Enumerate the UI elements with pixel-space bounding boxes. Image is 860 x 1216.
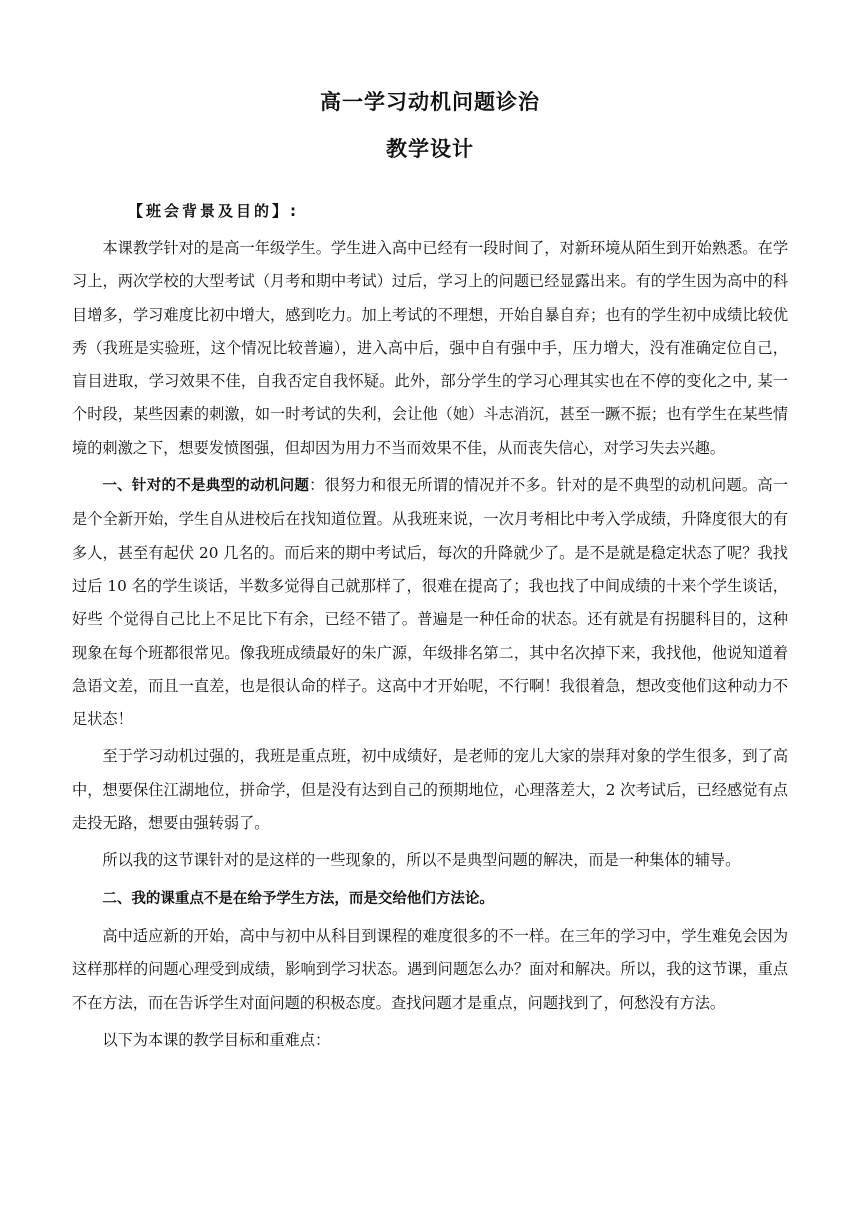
document-title: 高一学习动机问题诊治	[320, 90, 540, 114]
document-subtitle: 教学设计	[386, 137, 474, 161]
section-label-background: 【班会背景及目的】:	[128, 202, 299, 220]
paragraph-heading: 二、我的课重点不是在给予学生方法，而是交给他们方法论。	[102, 890, 494, 907]
paragraph-text: 高中适应新的开始，高中与初中从科目到课程的难度很多的不一样。在三年的学习中，学生难免会因为这样那样的问题心理受到成绩，影响到学习状态。遇到问题怎么办？面对和解决。所以，我的这节课，重点不在方法，而在告诉学生对面问题的积极态度。查找问题才是重点，问题找到了，何愁没有方法。	[72, 926, 788, 1012]
paragraph-text: 以下为本课的教学目标和重难点：	[102, 1030, 331, 1049]
paragraph-text: 本课教学针对的是高一年级学生。学生进入高中已经有一段时间了，对新环境从陌生到开始熟悉。在学习上，两次学校的大型考试（月考和期中考试）过后，学习上的问题已经显露出来。有的学生因为高中的科目增多，学习难度比初中增大，感到吃力。加上考试的不理想，开始自暴自弃；也有的学生初中成绩比较优秀（我班是实验班，这个情况比较普遍），进入高中后，强中自有强中手，压力增大，没有准确定位自己，盲目进取，学习效果不佳，自我否定自我怀疑。此外，部分学生的学习心理其实也在不停的变化之中, 某一个时段，某些因素的刺激，如一时考试的失利，会让他（她）斗志消沉，甚至一蹶不振；也有学生在某些情境的刺激之下，想要发愤图强，但却因为用力不当而效果不佳，从而丧失信心，对学习失去兴趣。	[72, 239, 788, 457]
paragraph-background	[72, 232, 788, 465]
paragraph-text: ：很努力和很无所谓的情况并不多。针对的是不典型的动机问题。高一是个全新开始，学生自从进校后在找知道位置。从我班来说，一次月考相比中考入学成绩，升降度很大的有多人，甚至有起伏 20 几名的。而后来的期中考试后，每次的升降就少了。是不是就是稳定状态了呢？我找过后 10 名的学生谈话，半数多觉得自己就那样了，很难在提高了；我也找了中间成绩的十来个学生谈话，好些 个觉得自己比上不足比下有余，已经不错了。普遍是一种任命的状态。还有就是有拐腿科目的，这种现象在每个班都很常见。像我班成绩最好的朱广源，年级排名第二，其中名次掉下来，我找他，他说知道着急语文差，而且一直差，也是很认命的样子。这高中才开始呢，不行啊！我很着急，想改变他们这种动力不足状态！	[72, 476, 789, 729]
paragraph-method	[72, 920, 788, 1020]
paragraph-intro-goals	[72, 1024, 788, 1057]
paragraph-summary	[72, 844, 788, 877]
paragraph-point-two	[72, 882, 788, 916]
paragraph-point-one	[72, 469, 788, 736]
paragraph-strong-motivation	[72, 740, 788, 840]
paragraph-text: 至于学习动机过强的，我班是重点班，初中成绩好，是老师的宠儿大家的崇拜对象的学生很多，到了高中，想要保住江湖地位，拼命学，但是没有达到自己的预期地位，心理落差大，2 次考试后，已经感觉有点走投无路，想要由强转弱了。	[72, 747, 788, 833]
paragraph-heading: 一、针对的不是典型的动机问题	[102, 478, 310, 495]
paragraph-text: 所以我的这节课针对的是这样的一些现象的，所以不是典型问题的解决，而是一种集体的辅导。	[102, 851, 741, 870]
document-body	[72, 232, 788, 1057]
